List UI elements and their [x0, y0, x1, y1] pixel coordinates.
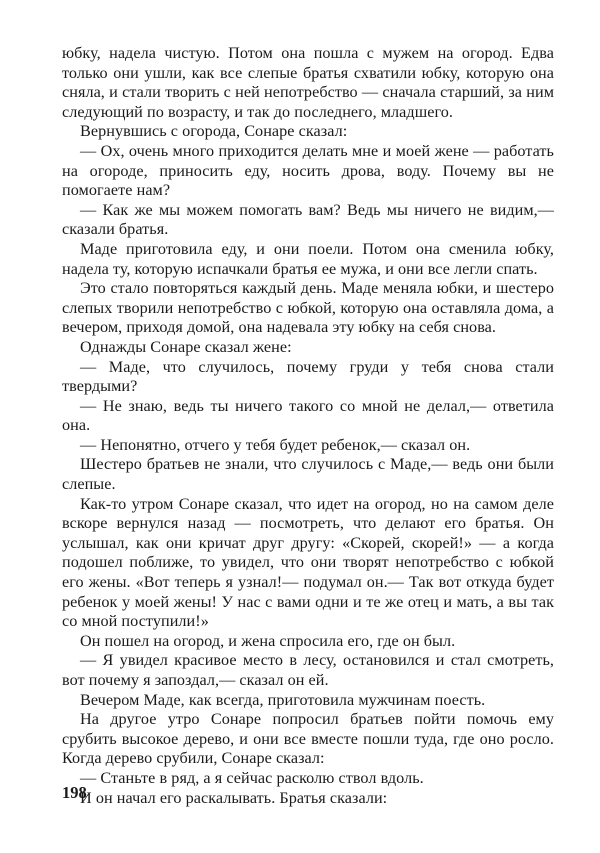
paragraph-2: Вернувшись с огорода, Сонаре сказал: — [80, 122, 348, 141]
paragraph-10: — Непонятно, отчего у тебя будет ребенок,— сказал он. — [80, 435, 471, 454]
paragraph-4: — Как же мы можем помогать вам? Ведь мы ничего не видим,— сказали братья. — [62, 200, 554, 239]
paragraph-13: Он пошел на огород, и жена спросила его, где он был. — [80, 631, 456, 650]
paragraph-14: — Я увидел красивое место в лесу, остановился и стал смотреть, вот почему я запоздал,— сказал он ей. — [62, 651, 554, 689]
paragraph-12: Как-то утром Сонаре сказал, что идет на огород, но на самом деле вскоре вернулся назад — посмотреть, что делают его братья. Он услышал, как они кричат друг другу: «Скорей, скорей!» — а когда подошел поближе, то увидел, что они творят непотребство с юбкой его жены. «Вот теперь я узнал!— подумал он.— Так вот откуда будет ребенок у моей жены! У нас с вами одни и те же отец и мать, а вы так со мной поступили!» — [62, 494, 554, 631]
paragraph-18: И он начал его раскалывать. Братья сказали: — [80, 788, 388, 807]
paragraph-17: — Станьте в ряд, а я сейчас расколю ствол вдоль. — [80, 768, 424, 787]
paragraph-3: — Ох, очень много приходится делать мне и моей жене — работать на огороде, приносить еду, носить дрова, воду. Почему вы не помогаете нам? — [62, 141, 554, 200]
paragraph-1: юбку, надела чистую. Потом она пошла с мужем на огород. Едва только они ушли, как все слепые братья схватили юбку, которую она сняла, и стали творить с ней непотребство — сначала старший, за ним следующий по возрасту, и так до последнего, младшего. — [62, 44, 554, 121]
paragraph-11: Шестеро братьев не знали, что случилось с Маде,— ведь они были слепые. — [62, 455, 554, 494]
page-text-block — [62, 44, 554, 808]
paragraph-15: Вечером Маде, как всегда, приготовила мужчинам поесть. — [80, 690, 486, 709]
paragraph-16: На другое утро Сонаре попросил братьев пойти помочь ему срубить высокое дерево, и они все вместе пошли туда, где оно росло. Когда дерево срубили, Сонаре сказал: — [62, 710, 554, 768]
paragraph-9: — Не знаю, ведь ты ничего такого со мной не делал,— ответила она. — [62, 396, 554, 435]
paragraph-6: Это стало повторяться каждый день. Маде меняла юбки, и шестеро слепых творили непотребство с юбкой, которую она оставляла дома, а вечером, приходя домой, она надевала эту юбку на себя снова. — [62, 279, 554, 337]
paragraph-5: Маде приготовила еду, и они поели. Потом она сменила юбку, надела ту, которую испачкали братья ее мужа, и они все легли спать. — [62, 239, 554, 278]
page-number: 198 — [62, 783, 87, 802]
paragraph-7: Однажды Сонаре сказал жене: — [80, 337, 292, 356]
paragraph-8: — Маде, что случилось, почему груди у тебя снова стали твердыми? — [62, 357, 554, 396]
